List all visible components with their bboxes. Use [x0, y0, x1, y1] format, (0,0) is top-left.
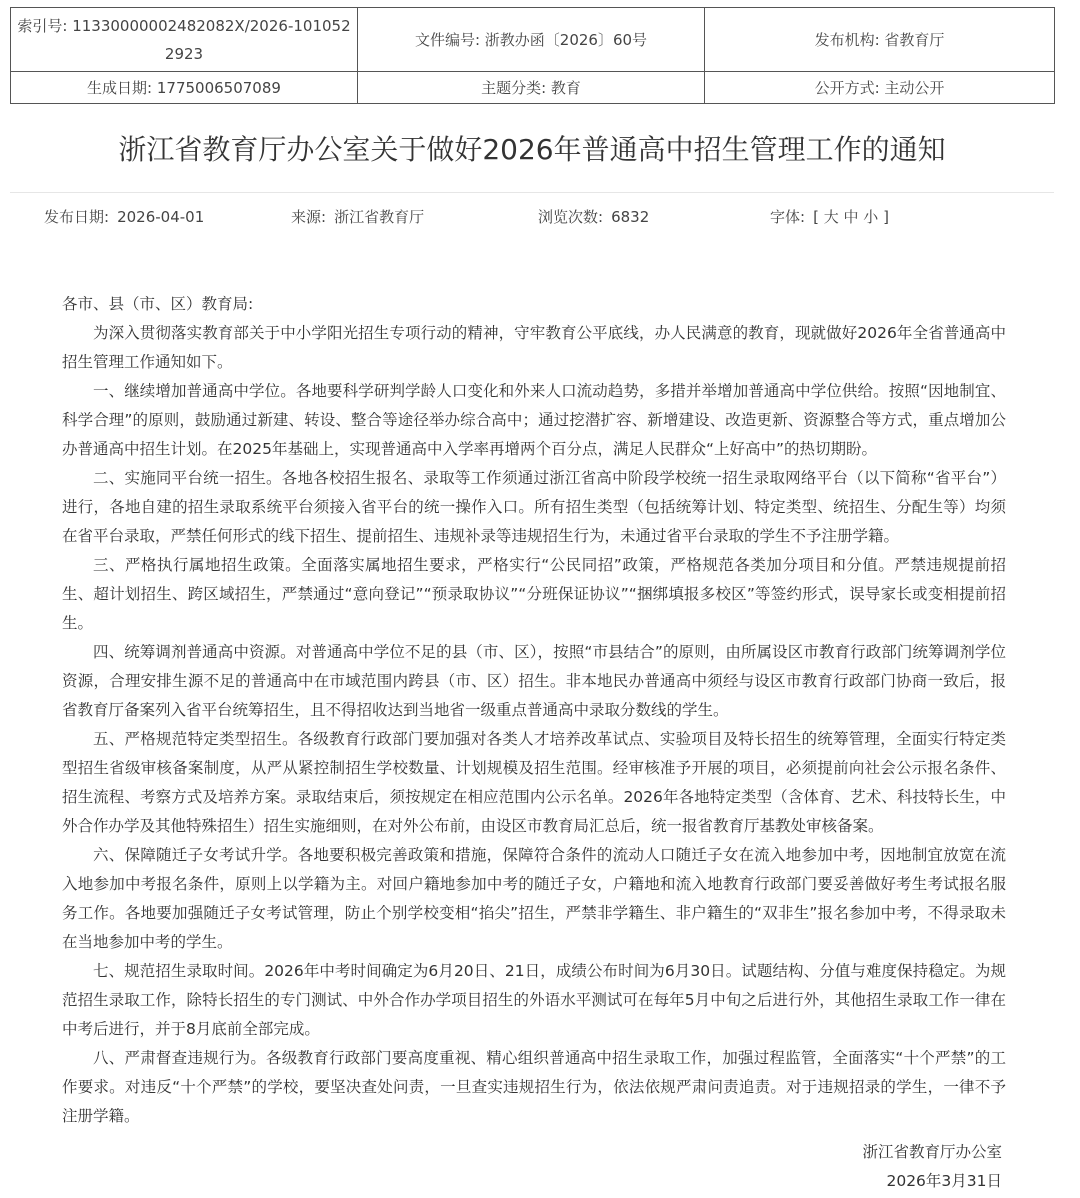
font-bracket-open: [	[813, 208, 819, 226]
publish-date-info	[44, 204, 204, 230]
intro-paragraph: 为深入贯彻落实教育部关于中小学阳光招生专项行动的精神，守牢教育公平底线，办人民满意的教育，现就做好2026年全省普通高中招生管理工作通知如下。	[62, 324, 1006, 371]
section-paragraph: 二、实施同平台统一招生。各地各校招生报名、录取等工作须通过浙江省高中阶段学校统一招生录取网络平台（以下简称“省平台”）进行，各地自建的招生录取系统平台须接入省平台的统一操作入口。所有招生类型（包括统筹计划、特定类型、统招生、分配生等）均须在省平台录取，严禁任何形式的线下招生、提前招生、违规补录等违规招生行为，未通过省平台录取的学生不予注册学籍。	[62, 469, 1006, 545]
font-size-large-button[interactable]: 大	[823, 208, 839, 226]
font-size-control	[770, 204, 889, 230]
section-paragraph: 五、严格规范特定类型招生。各级教育行政部门要加强对各类人才培养改革试点、实验项目及特长招生的统筹管理，全面实行特定类型招生省级审核备案制度，从严从紧控制招生学校数量、计划规模及招生范围。经审核准予开展的项目，必须提前向社会公示报名条件、招生流程、考察方式及培养方案。录取结束后，须按规定在相应范围内公示名单。2026年各地特定类型（含体育、艺术、科技特长生，中外合作办学及其他特殊招生）招生实施细则，在对外公布前，由设区市教育局汇总后，统一报省教育厅基教处审核备案。	[62, 730, 1006, 835]
section-paragraph: 七、规范招生录取时间。2026年中考时间确定为6月20日、21日，成绩公布时间为6月30日。试题结构、分值与难度保持稳定。为规范招生录取工作，除特长招生的专门测试、中外合作办学项目招生的外语水平测试可在每年5月中旬之后进行外，其他招生录取工作一律在中考后进行，并于8月底前全部完成。	[62, 962, 1006, 1038]
source-label: 来源:	[291, 208, 327, 226]
meta-category: 主题分类: 教育	[358, 72, 705, 104]
font-size-small-button[interactable]: 小	[863, 208, 879, 226]
salutation: 各市、县（市、区）教育局:	[62, 295, 254, 313]
views-info	[538, 204, 649, 230]
meta-disclosure: 公开方式: 主动公开	[705, 72, 1055, 104]
meta-publisher: 发布机构: 省教育厅	[705, 8, 1055, 72]
meta-index-no: 索引号: 11330000002482082X/2026-1010522923	[11, 8, 358, 72]
section-paragraph: 四、统筹调剂普通高中资源。对普通高中学位不足的县（市、区），按照“市县结合”的原则，由所属设区市教育行政部门统筹调剂学位资源，合理安排生源不足的普通高中在市域范围内跨县（市、区）招生。非本地民办普通高中须经与设区市教育行政部门协商一致后，报省教育厅备案列入省平台统筹招生，且不得招收达到当地省一级重点普通高中录取分数线的学生。	[62, 643, 1006, 719]
article-body	[62, 290, 1006, 1131]
meta-created-date: 生成日期: 1775006507089	[11, 72, 358, 104]
document-meta-table	[10, 7, 1055, 104]
meta-row	[11, 8, 1055, 72]
article-info-bar	[0, 204, 1080, 230]
meta-doc-no: 文件编号: 浙教办函〔2026〕60号	[358, 8, 705, 72]
section-paragraph: 八、严肃督查违规行为。各级教育行政部门要高度重视、精心组织普通高中招生录取工作，加强过程监管，全面落实“十个严禁”的工作要求。对违反“十个严禁”的学校，要坚决查处问责，一旦查实违规招生行为，依法依规严肃问责追责。对于违规招录的学生，一律不予注册学籍。	[62, 1049, 1006, 1125]
section-paragraph: 一、继续增加普通高中学位。各地要科学研判学龄人口变化和外来人口流动趋势，多措并举增加普通高中学位供给。按照“因地制宜、科学合理”的原则，鼓励通过新建、转设、整合等途径举办综合高中；通过挖潜扩容、新增建设、改造更新、资源整合等方式，重点增加公办普通高中招生计划。在2025年基础上，实现普通高中入学率再增两个百分点，满足人民群众“上好高中”的热切期盼。	[62, 382, 1006, 458]
section-paragraph: 三、严格执行属地招生政策。全面落实属地招生要求，严格实行“公民同招”政策，严格规范各类加分项目和分值。严禁违规提前招生、超计划招生、跨区域招生，严禁通过“意向登记”“预录取协议”“分班保证协议”“捆绑填报多校区”等签约形式，误导家长或变相提前招生。	[62, 556, 1006, 632]
page-title: 浙江省教育厅办公室关于做好2026年普通高中招生管理工作的通知	[118, 133, 946, 166]
publish-date-label: 发布日期:	[44, 208, 110, 226]
source-value: 浙江省教育厅	[334, 208, 425, 226]
title-divider	[10, 192, 1054, 193]
signature-org: 浙江省教育厅办公室	[862, 1143, 1002, 1161]
views-count: 6832	[611, 208, 650, 226]
source-info	[291, 204, 424, 230]
publish-date-value: 2026-04-01	[117, 208, 205, 226]
views-label: 浏览次数:	[538, 208, 604, 226]
meta-row	[11, 72, 1055, 104]
section-paragraph: 六、保障随迁子女考试升学。各地要积极完善政策和措施，保障符合条件的流动人口随迁子女在流入地参加中考，因地制宜放宽在流入地参加中考报名条件，原则上以学籍为主。对回户籍地参加中考的随迁子女，户籍地和流入地教育行政部门要妥善做好考生考试报名服务工作。各地要加强随迁子女考试管理，防止个别学校变相“掐尖”招生，严禁非学籍生、非户籍生的“双非生”报名参加中考，不得录取未在当地参加中考的学生。	[62, 846, 1006, 951]
font-bracket-close: ]	[883, 208, 889, 226]
font-size-label: 字体:	[770, 208, 806, 226]
signature-block	[862, 1138, 1002, 1196]
font-size-medium-button[interactable]: 中	[843, 208, 859, 226]
signature-date: 2026年3月31日	[886, 1172, 1002, 1190]
